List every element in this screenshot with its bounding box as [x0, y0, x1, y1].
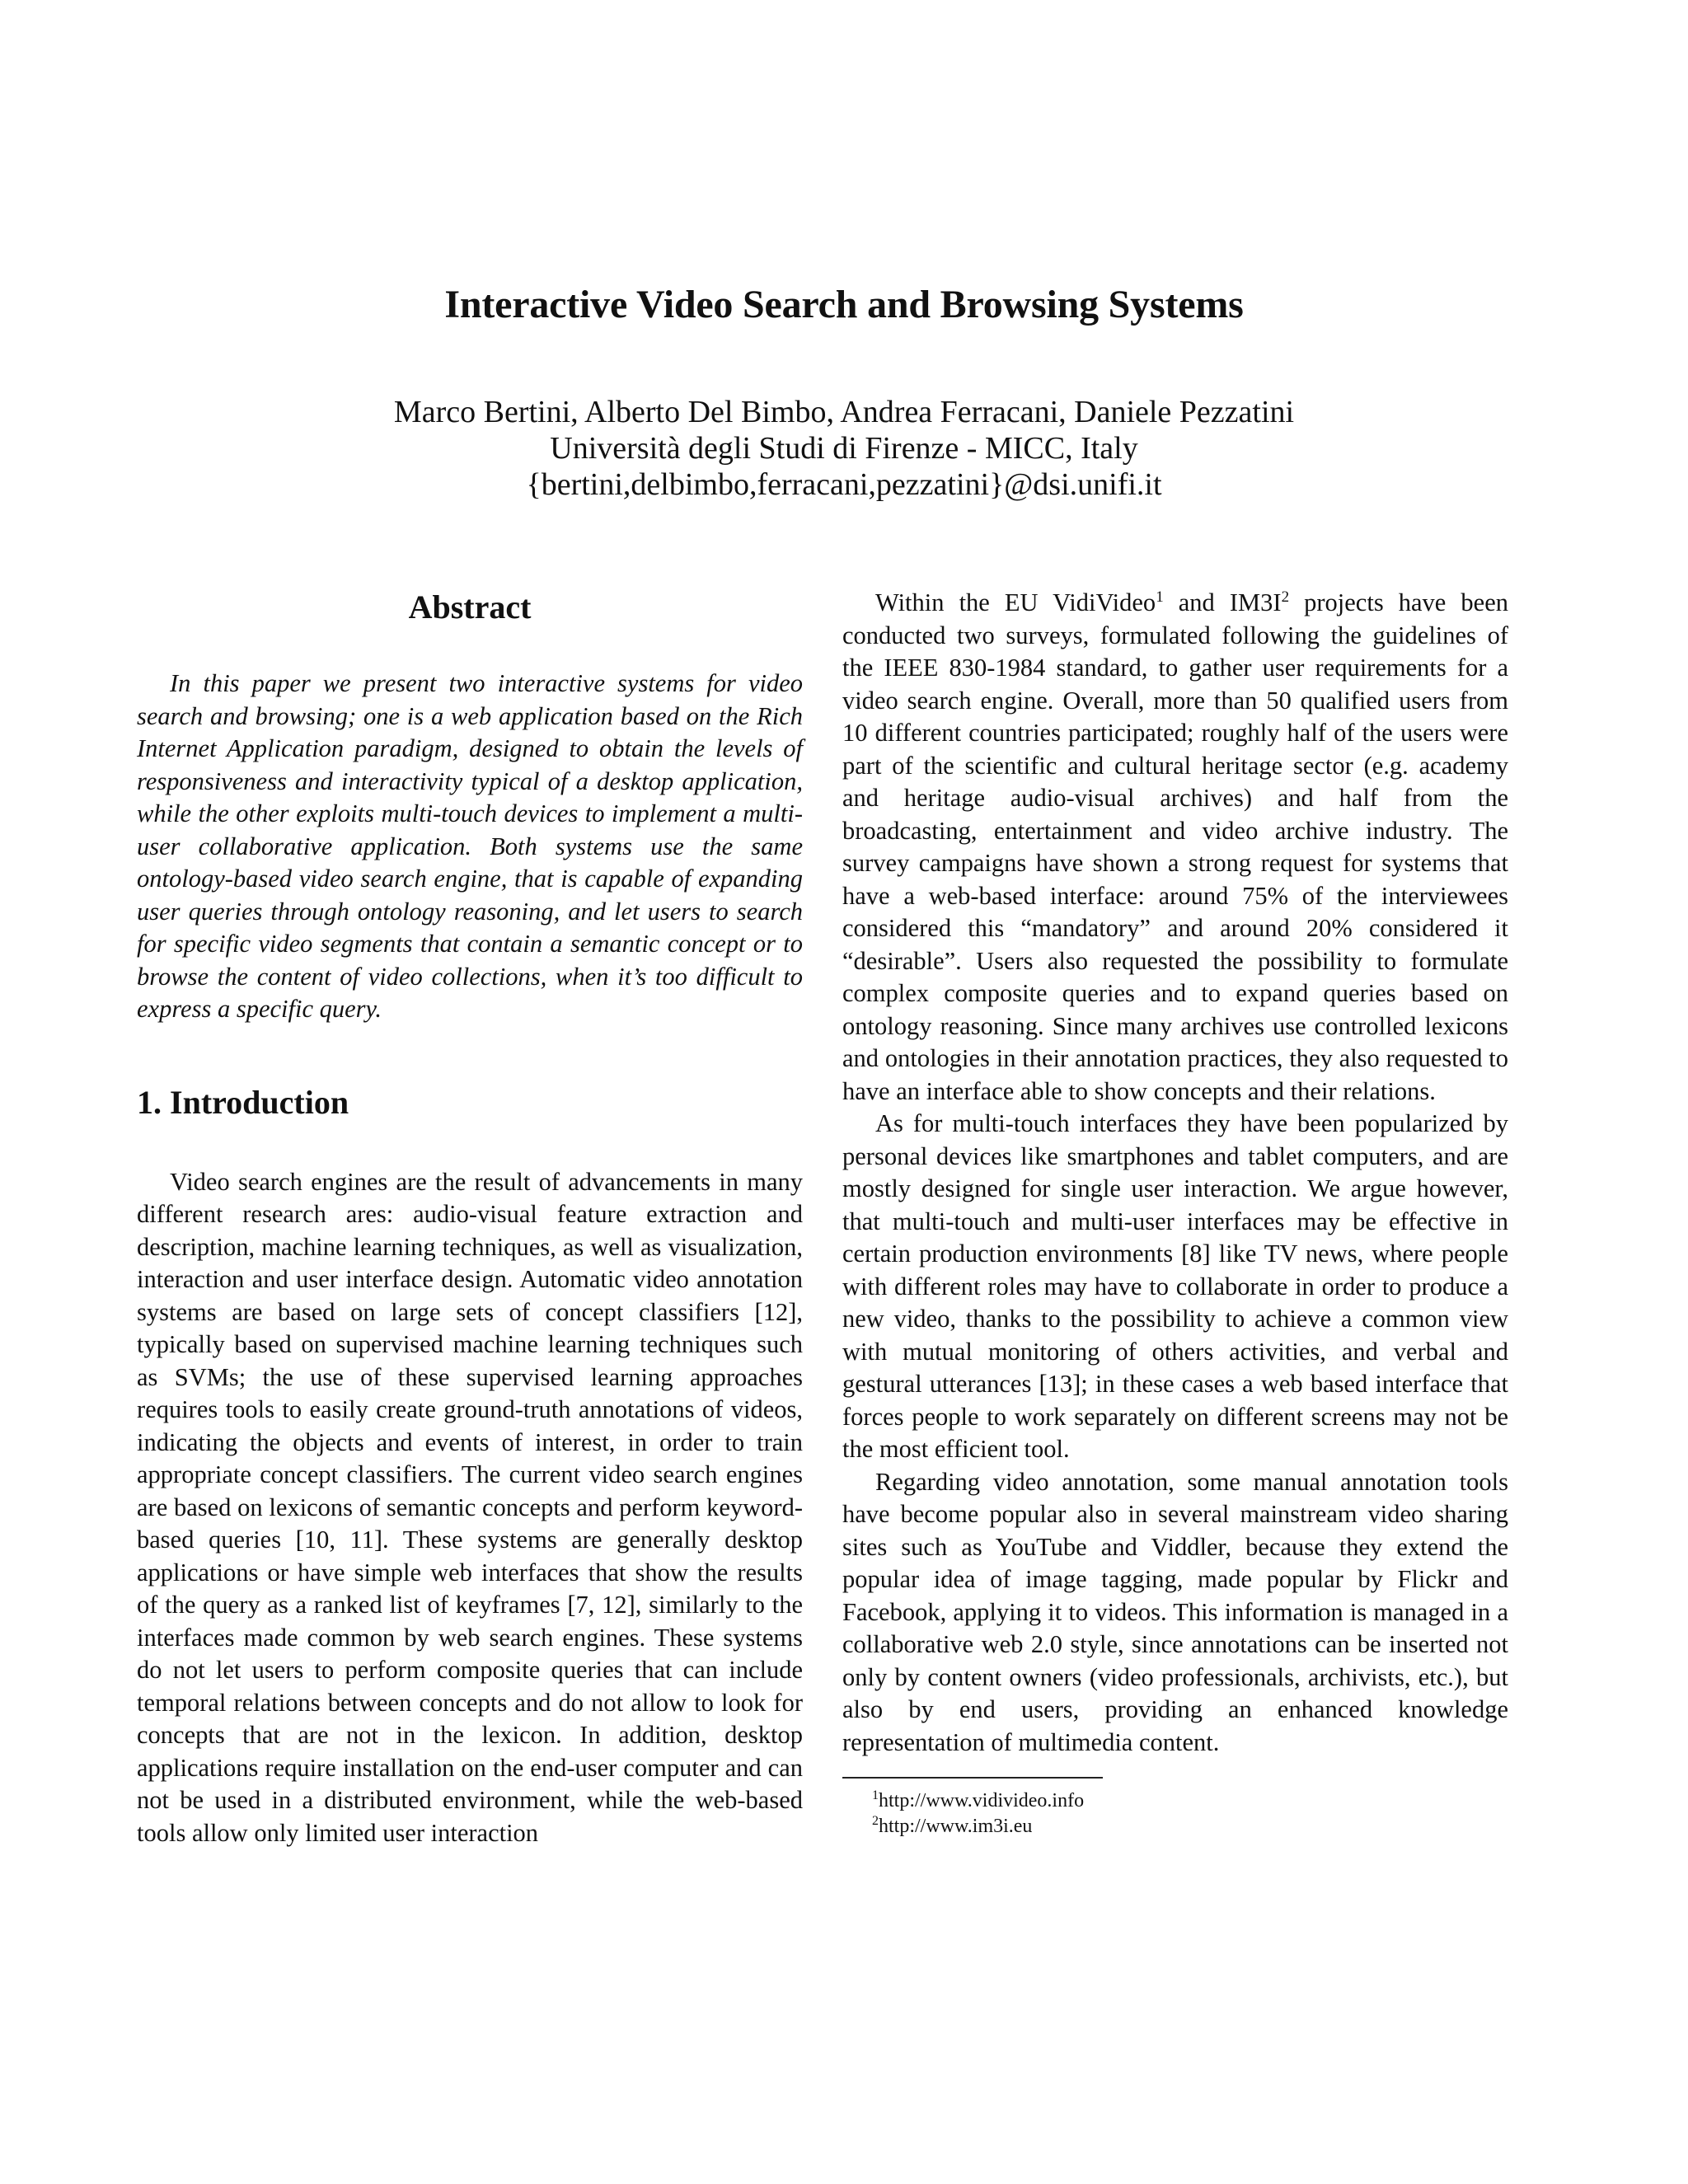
footnote-mark-2: 2 [1281, 588, 1290, 606]
author-emails: {bertini,delbimbo,ferracani,pezzatini}@dsi.unifi.it [526, 467, 1162, 502]
introduction-heading: 1. Introduction [137, 1083, 349, 1121]
abstract-text: In this paper we present two interactive systems for video search and browsing; one is a web application based on the Rich Internet Application paradigm, designed to obtain the levels of responsiveness and interactivity typical of a desktop application, while the other exploits multi-touch devices to implement a multi-user collaborative application. Both systems use the same ontology-based video search engine, that is capable of expanding user queries through ontology reasoning, and let users to search for specific video segments that contain a semantic concept or to browse the content of video collections, when it’s too difficult to express a specific query. [137, 669, 803, 1023]
footnotes [842, 1788, 1508, 1840]
para1-start: Within the EU VidiVideo [875, 588, 1156, 616]
left-column [137, 577, 803, 1849]
footnote-mark-1: 1 [1156, 588, 1164, 606]
right-paragraph-1 [842, 587, 1508, 1108]
right-column [842, 587, 1508, 1840]
author-names: Marco Bertini, Alberto Del Bimbo, Andrea Ferracani, Daniele Pezzatini [393, 395, 1295, 429]
author-affiliation: Università degli Studi di Firenze - MICC, Italy [550, 431, 1138, 466]
right-paragraph-2: As for multi-touch interfaces they have been popularized by personal devices like smartphones and tablet computers, and are mostly designed for single user interaction. We argue however, that multi-touch and multi-user interfaces may be effective in certain production environments [8] like TV news, where people with different roles may have to collaborate in order to produce a new video, thanks to the possibility to achieve a common view with mutual monitoring of others activities, and verbal and gestural utterances [13]; in these cases a web based interface that forces people to work separately on different screens may not be the most efficient tool. [842, 1109, 1508, 1463]
footnote-1-link[interactable]: http://www.vidivideo.info [879, 1790, 1085, 1811]
right-paragraph-3: Regarding video annotation, some manual annotation tools have become popular also in several mainstream video sharing sites such as YouTube and Viddler, because they extend the popular idea of image tagging, made popular by Flickr and Facebook, applying it to videos. This information is managed in a collaborative web 2.0 style, since annotations can be inserted not only by content owners (video professionals, archivists, etc.), but also by end users, providing an enhanced knowledge representation of multimedia content. [842, 1467, 1508, 1756]
para1-middle: and IM3I [1163, 588, 1282, 616]
paper-title: Interactive Video Search and Browsing Systems [444, 283, 1244, 326]
footnote-1-number: 1 [872, 1788, 879, 1802]
footnote-2 [872, 1814, 1508, 1840]
footnote-1 [872, 1788, 1508, 1814]
introduction-paragraph: Video search engines are the result of advancements in many different research ares: audio-visual feature extraction and description, machine learning techniques, as well as visualization, interaction and user interface design. Automatic video annotation systems are based on large sets of concept classifiers [12], typically based on supervised machine learning techniques such as SVMs; the use of these supervised learning approaches requires tools to easily create ground-truth annotations of videos, indicating the objects and events of interest, in order to train appropriate concept classifiers. The current video search engines are based on lexicons of semantic concepts and perform keyword-based queries [10, 11]. These systems are generally desktop applications or have simple web interfaces that show the results of the query as a ranked list of keyframes [7, 12], similarly to the interfaces made common by web search engines. These systems do not let users to perform composite queries that can include temporal relations between concepts and do not allow to look for concepts that are not in the lexicon. In addition, desktop applications require installation on the end-user computer and can not be used in a distributed environment, while the web-based tools allow only limited user interaction [137, 1167, 803, 1847]
footnote-2-number: 2 [872, 1814, 879, 1828]
author-block [0, 394, 1688, 503]
abstract-heading: Abstract [408, 588, 532, 626]
footnote-2-link[interactable]: http://www.im3i.eu [879, 1816, 1033, 1837]
footnote-divider [842, 1777, 1103, 1779]
para1-rest: projects have been conducted two surveys, formulated following the guidelines of the IEEE 830-1984 standard, to gather user requirements for a video search engine. Overall, more than 50 qualified users from 10 different countries participated; roughly half of the users were part of the scientific and cultural heritage sector (e.g. academy and heritage audio-visual archives) and half from the broadcasting, entertainment and video archive industry. The survey campaigns have shown a strong request for systems that have a web-based interface: around 75% of the interviewees considered this “mandatory” and around 20% considered it “desirable”. Users also requested the possibility to formulate complex composite queries and to expand queries based on ontology reasoning. Since many archives use controlled lexicons and ontologies in their annotation practices, they also requested to have an interface able to show concepts and their relations. [842, 588, 1508, 1105]
